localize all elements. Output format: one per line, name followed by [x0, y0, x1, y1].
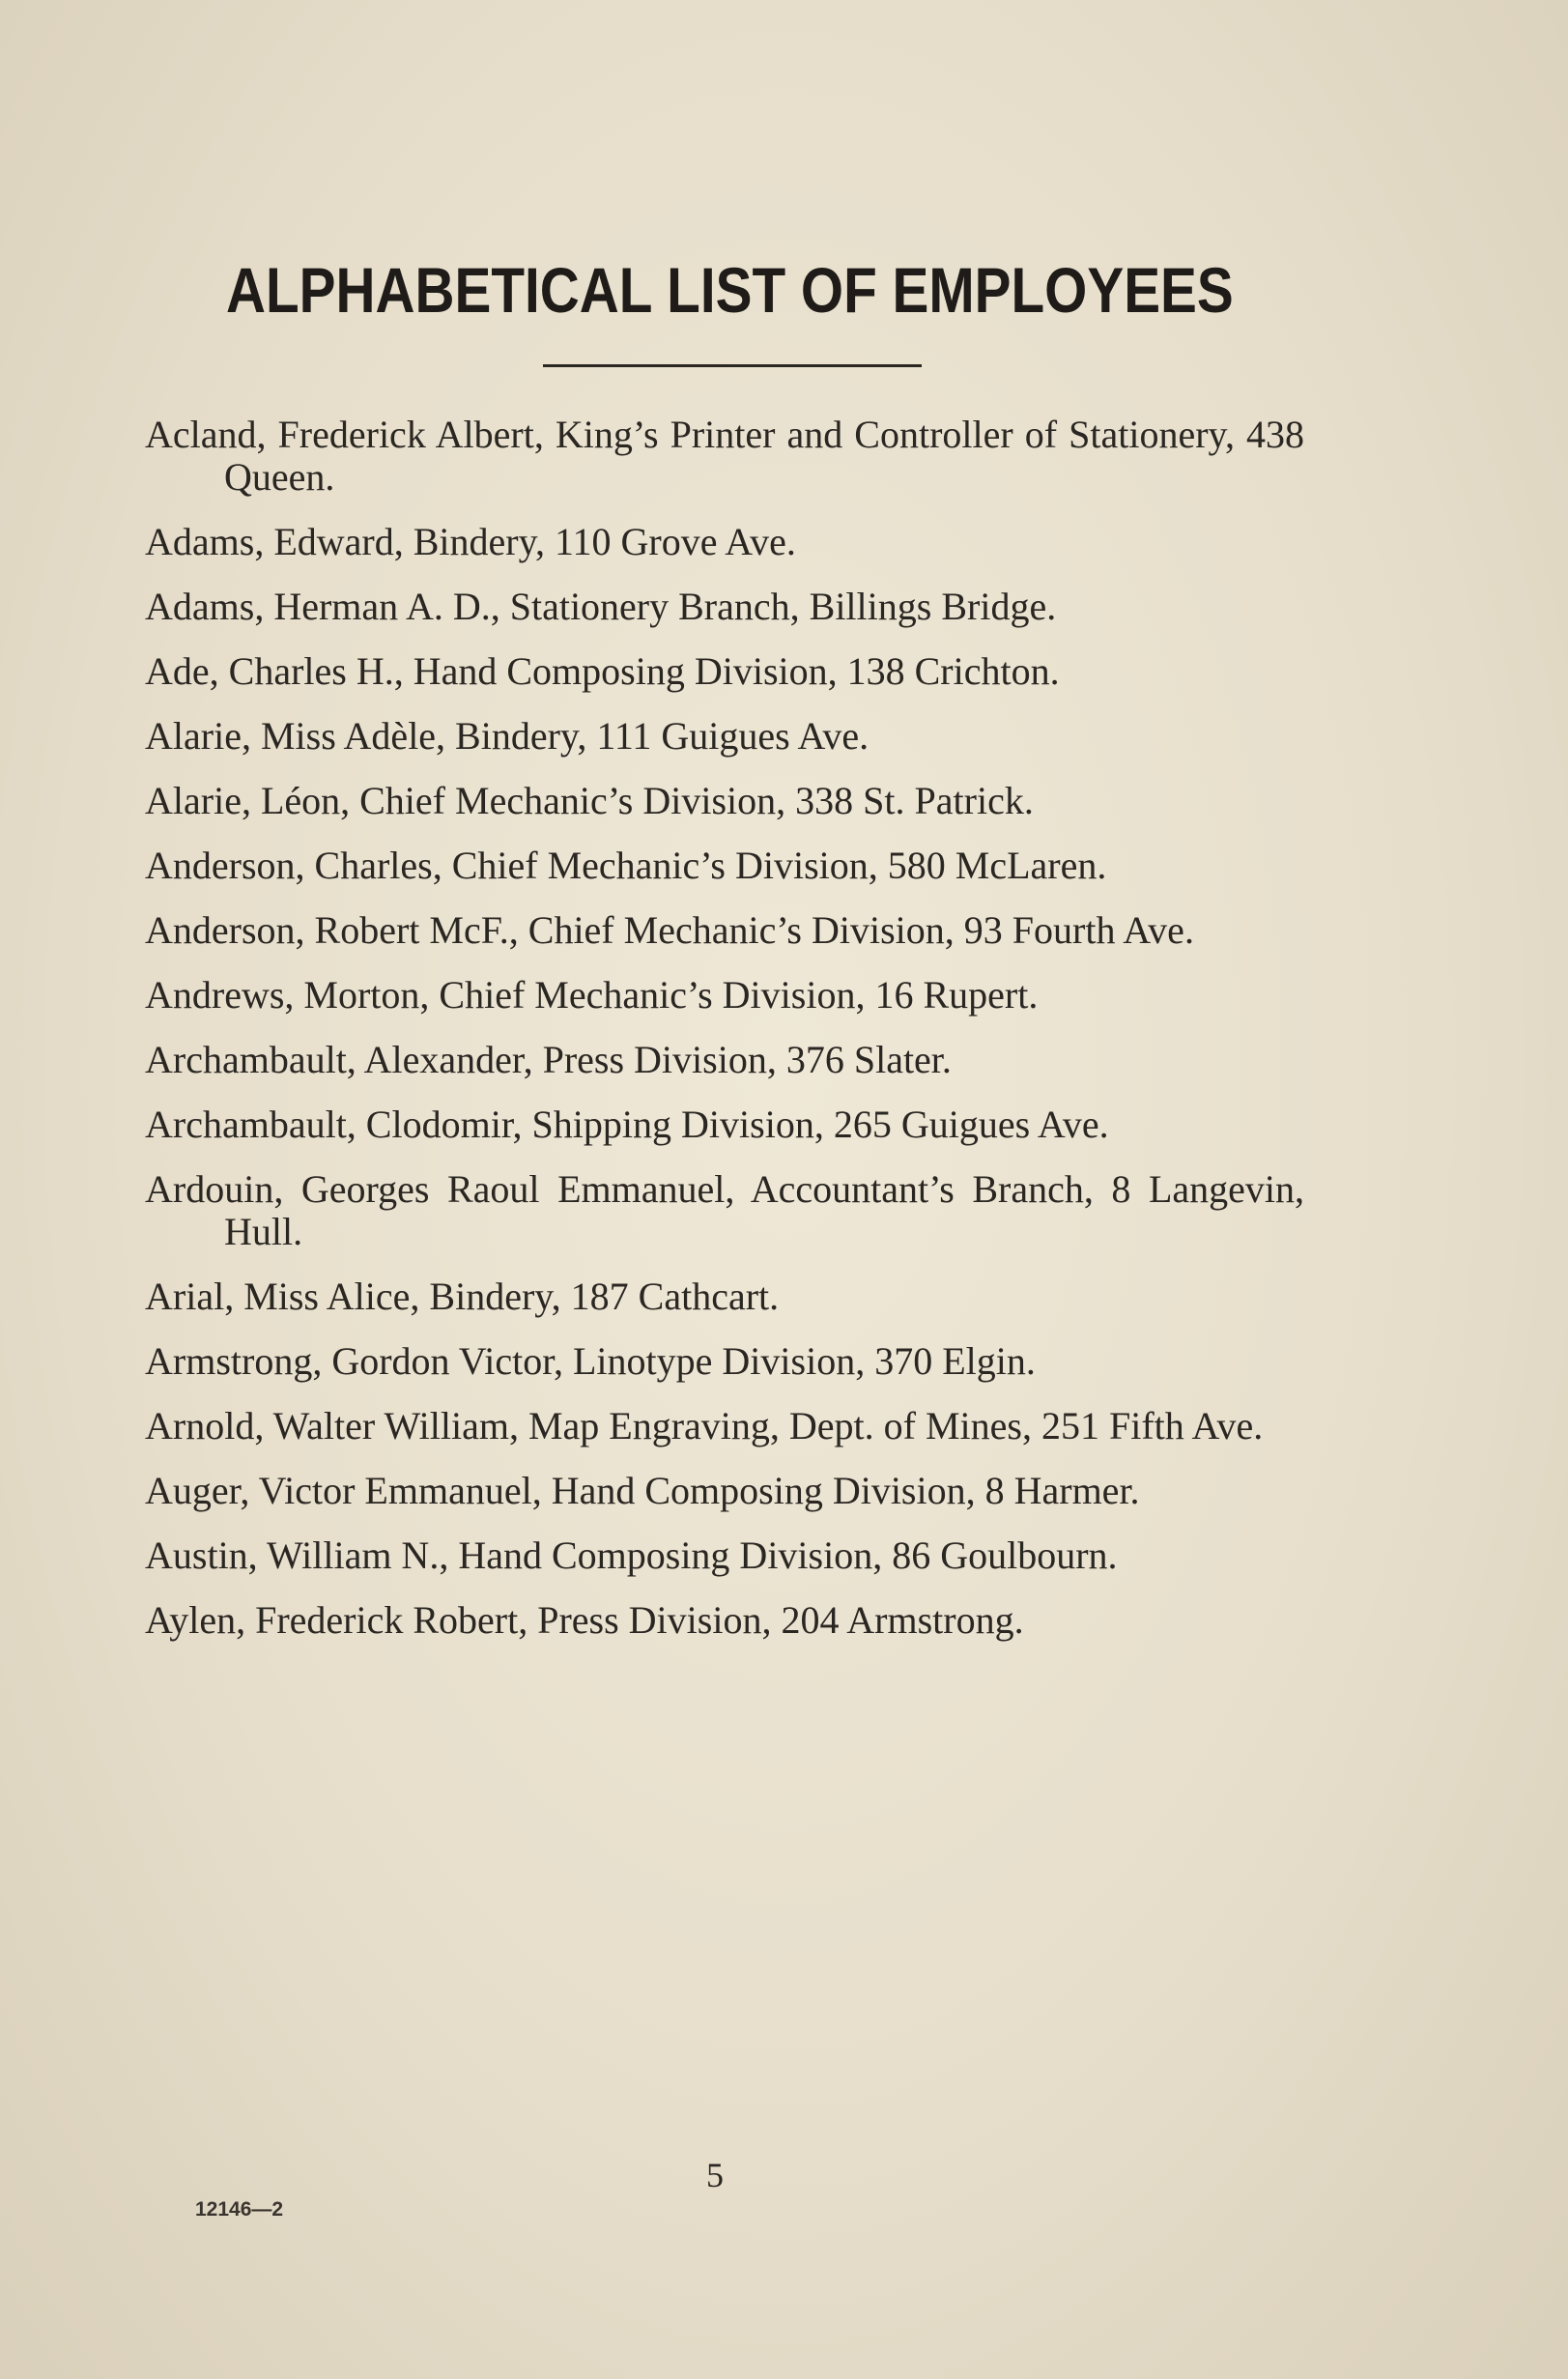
title-rule: [543, 364, 922, 367]
list-item: Alarie, Miss Adèle, Bindery, 111 Guigues Ave.: [145, 714, 870, 758]
list-item: Andrews, Morton, Chief Mechanic’s Division, 16 Rupert.: [145, 973, 1039, 1017]
list-item: Aylen, Frederick Robert, Press Division, 204 Armstrong.: [145, 1598, 1024, 1642]
list-item: Armstrong, Gordon Victor, Linotype Division, 370 Elgin.: [145, 1339, 1036, 1383]
list-item: Ade, Charles H., Hand Composing Division, 138 Crichton.: [145, 649, 1060, 693]
print-code: 12146—2: [195, 2198, 284, 2221]
employee-list: [145, 414, 1304, 1664]
page-title: ALPHABETICAL LIST OF EMPLOYEES: [226, 254, 1234, 326]
list-item: Alarie, Léon, Chief Mechanic’s Division, 338 St. Patrick.: [145, 779, 1034, 822]
list-item: Anderson, Robert McF., Chief Mechanic’s Division, 93 Fourth Ave.: [145, 908, 1194, 952]
page-number: 5: [706, 2156, 724, 2194]
list-item: Arial, Miss Alice, Bindery, 187 Cathcart.: [145, 1275, 780, 1318]
list-item: Anderson, Charles, Chief Mechanic’s Division, 580 McLaren.: [145, 844, 1107, 887]
list-item: Adams, Herman A. D., Stationery Branch, Billings Bridge.: [145, 585, 1057, 628]
list-item: Ardouin, Georges Raoul Emmanuel, Accountant’s Branch, 8 Langevin, Hull.: [145, 1167, 1304, 1253]
list-item: Archambault, Clodomir, Shipping Division, 265 Guigues Ave.: [145, 1103, 1109, 1146]
list-item: Arnold, Walter William, Map Engraving, Dept. of Mines, 251 Fifth Ave.: [145, 1404, 1264, 1447]
list-item: Auger, Victor Emmanuel, Hand Composing Division, 8 Harmer.: [145, 1469, 1140, 1512]
list-item: Archambault, Alexander, Press Division, 376 Slater.: [145, 1038, 952, 1081]
list-item: Adams, Edward, Bindery, 110 Grove Ave.: [145, 520, 796, 563]
list-item: Acland, Frederick Albert, King’s Printer and Controller of Stationery, 438 Queen.: [145, 413, 1304, 499]
list-item: Austin, William N., Hand Composing Division, 86 Goulbourn.: [145, 1533, 1118, 1577]
